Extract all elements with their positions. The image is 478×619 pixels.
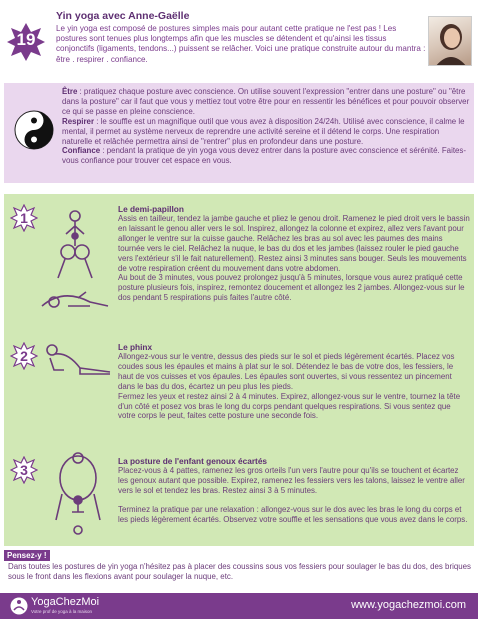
concept-etre: Être : pratiquez chaque posture avec conscience. On utilise souvent l'expression "entrer dans une posture" ou "être dans la posture" car il faut que vous y mettiez tout votre être pour en ressentir les bénéfices et pour pouvoir observer ce qui se passe en pleine conscience. — [62, 87, 470, 116]
footer-url-link[interactable]: www.yogachezmoi.com — [351, 599, 466, 611]
concept-box — [4, 83, 474, 183]
sphinx-figure — [40, 340, 114, 380]
exercise-title: La posture de l'enfant genoux écartés — [118, 456, 268, 466]
pensez-text: Dans toutes les postures de yin yoga n'hésitez pas à placer des coussins sous vos fessiers pour soulager le bas du dos, des briques sous le front dans les flexions avant pour soulager la nuque, etc. — [8, 562, 471, 581]
pensez-label: Pensez-y ! — [4, 550, 50, 561]
step-number: 2 — [20, 348, 28, 364]
issue-number: 19 — [16, 30, 36, 49]
demi-papillon-figure — [38, 206, 112, 318]
author-photo — [428, 16, 472, 66]
step-number: 1 — [20, 210, 28, 226]
footer — [0, 593, 478, 619]
step-number: 3 — [20, 462, 28, 478]
footer-logo[interactable]: YogaChezMoi — [31, 596, 100, 608]
intro-text: Le yin yoga est composé de postures simples mais pour autant cette pratique ne l'est pas ! Les postures sont tenues plus longtemps afin que les muscles se détendent et qu'ainsi les tissus conjonctifs (ligaments, tendons...) puissent se relâcher. Voici une pratique construite autour du mantra : être . respirer . confiance. — [56, 24, 426, 64]
concept-confiance: Confiance : pendant la pratique de yin yoga vous devez entrer dans la posture avec conscience et sérénité. Faites-vous confiance pour trouver cet espace en vous. — [62, 146, 466, 166]
exercise-box — [4, 194, 474, 546]
page-title: Yin yoga avec Anne-Gaëlle — [56, 10, 190, 22]
exercise-text: Assis en tailleur, tendez la jambe gauche et pliez le genou droit. Ramenez le pied droit vers le bassin en laissant le genou aller vers le sol. Inspirez, allongez la colonne et expirez, allez vers l'avant pour allonger le ventre sur la cuisse gauche. Relâchez les bras au sol avec les paumes des mains tournée vers le ciel. Relâchez la nuque, le bas du dos et les jambes (laissez rouler le pied gauche vers l'extérieur s'il le fait naturellement). Restez ainsi 3 minutes sans bouger. Seuls les mouvements de votre respiration créent du mouvement dans votre abdomen. Au bout de 3 minutes, vous pouvez prolongez jusqu'à 5 minutes, lorsque vous aurez pratiqué cette posture plusieurs fois, inspirez, remontez doucement et allongez les 2 jambes. Allongez-vous sur le dos pendant 5 respirations puis faites l'autre côté. — [118, 214, 470, 303]
exercise-title: Le demi-papillon — [118, 204, 184, 214]
child-pose-figure — [48, 450, 108, 542]
concept-respirer: Respirer : le souffle est un magnifique outil que vous avez à disposition 24/24h. Utilisé avec conscience, il calme le mental, il permet au système nerveux de reprendre une activité sereine et il détend le corps. Une respiration naturelle et relâchée permettra ainsi de "rentrer" plus en profondeur dans une posture. — [62, 116, 465, 146]
yin-yang-icon — [14, 110, 54, 150]
header — [0, 0, 478, 74]
concept-text — [62, 87, 470, 166]
logo-mark-icon — [10, 597, 28, 615]
exercise-text: Placez-vous à 4 pattes, ramenez les gros orteils l'un vers l'autre pour qu'ils se touchent et écartez les genoux autant que possible. Expirez, ramenez les fessiers vers les talons, laissez le ventre aller vers le sol et tendez les bras. Restez ainsi 3 à 5 minutes. Terminez la pratique par une relaxation : allongez-vous sur le dos avec les bras le long du corps et les pieds légèrement écartés. Observez votre souffle et les sensations que vous avez dans le corps. — [118, 466, 468, 524]
exercise-text: Allongez-vous sur le ventre, dessus des pieds sur le sol et pieds légèrement écartés. Placez vos coudes sous les épaules et mains à plat sur le sol. Détendez le bas de votre dos, les fessiers, le haut de vos cuisses et vos épaules. Les épaules sont ouvertes, si vous ressentez un pincement dans le bas du dos, écartez un peu plus les pieds. Fermez les yeux et restez ainsi 2 à 4 minutes. Expirez, allongez-vous sur le ventre, tournez la tête d'un côté et posez vos bras le long du corps pendant quelques respirations. Si vous sentez que votre corps le peut, faites cette posture une seconde fois. — [118, 352, 461, 421]
exercise-title: Le phinx — [118, 342, 153, 352]
footer-tagline: Votre prof de yoga à la maison — [31, 609, 93, 614]
